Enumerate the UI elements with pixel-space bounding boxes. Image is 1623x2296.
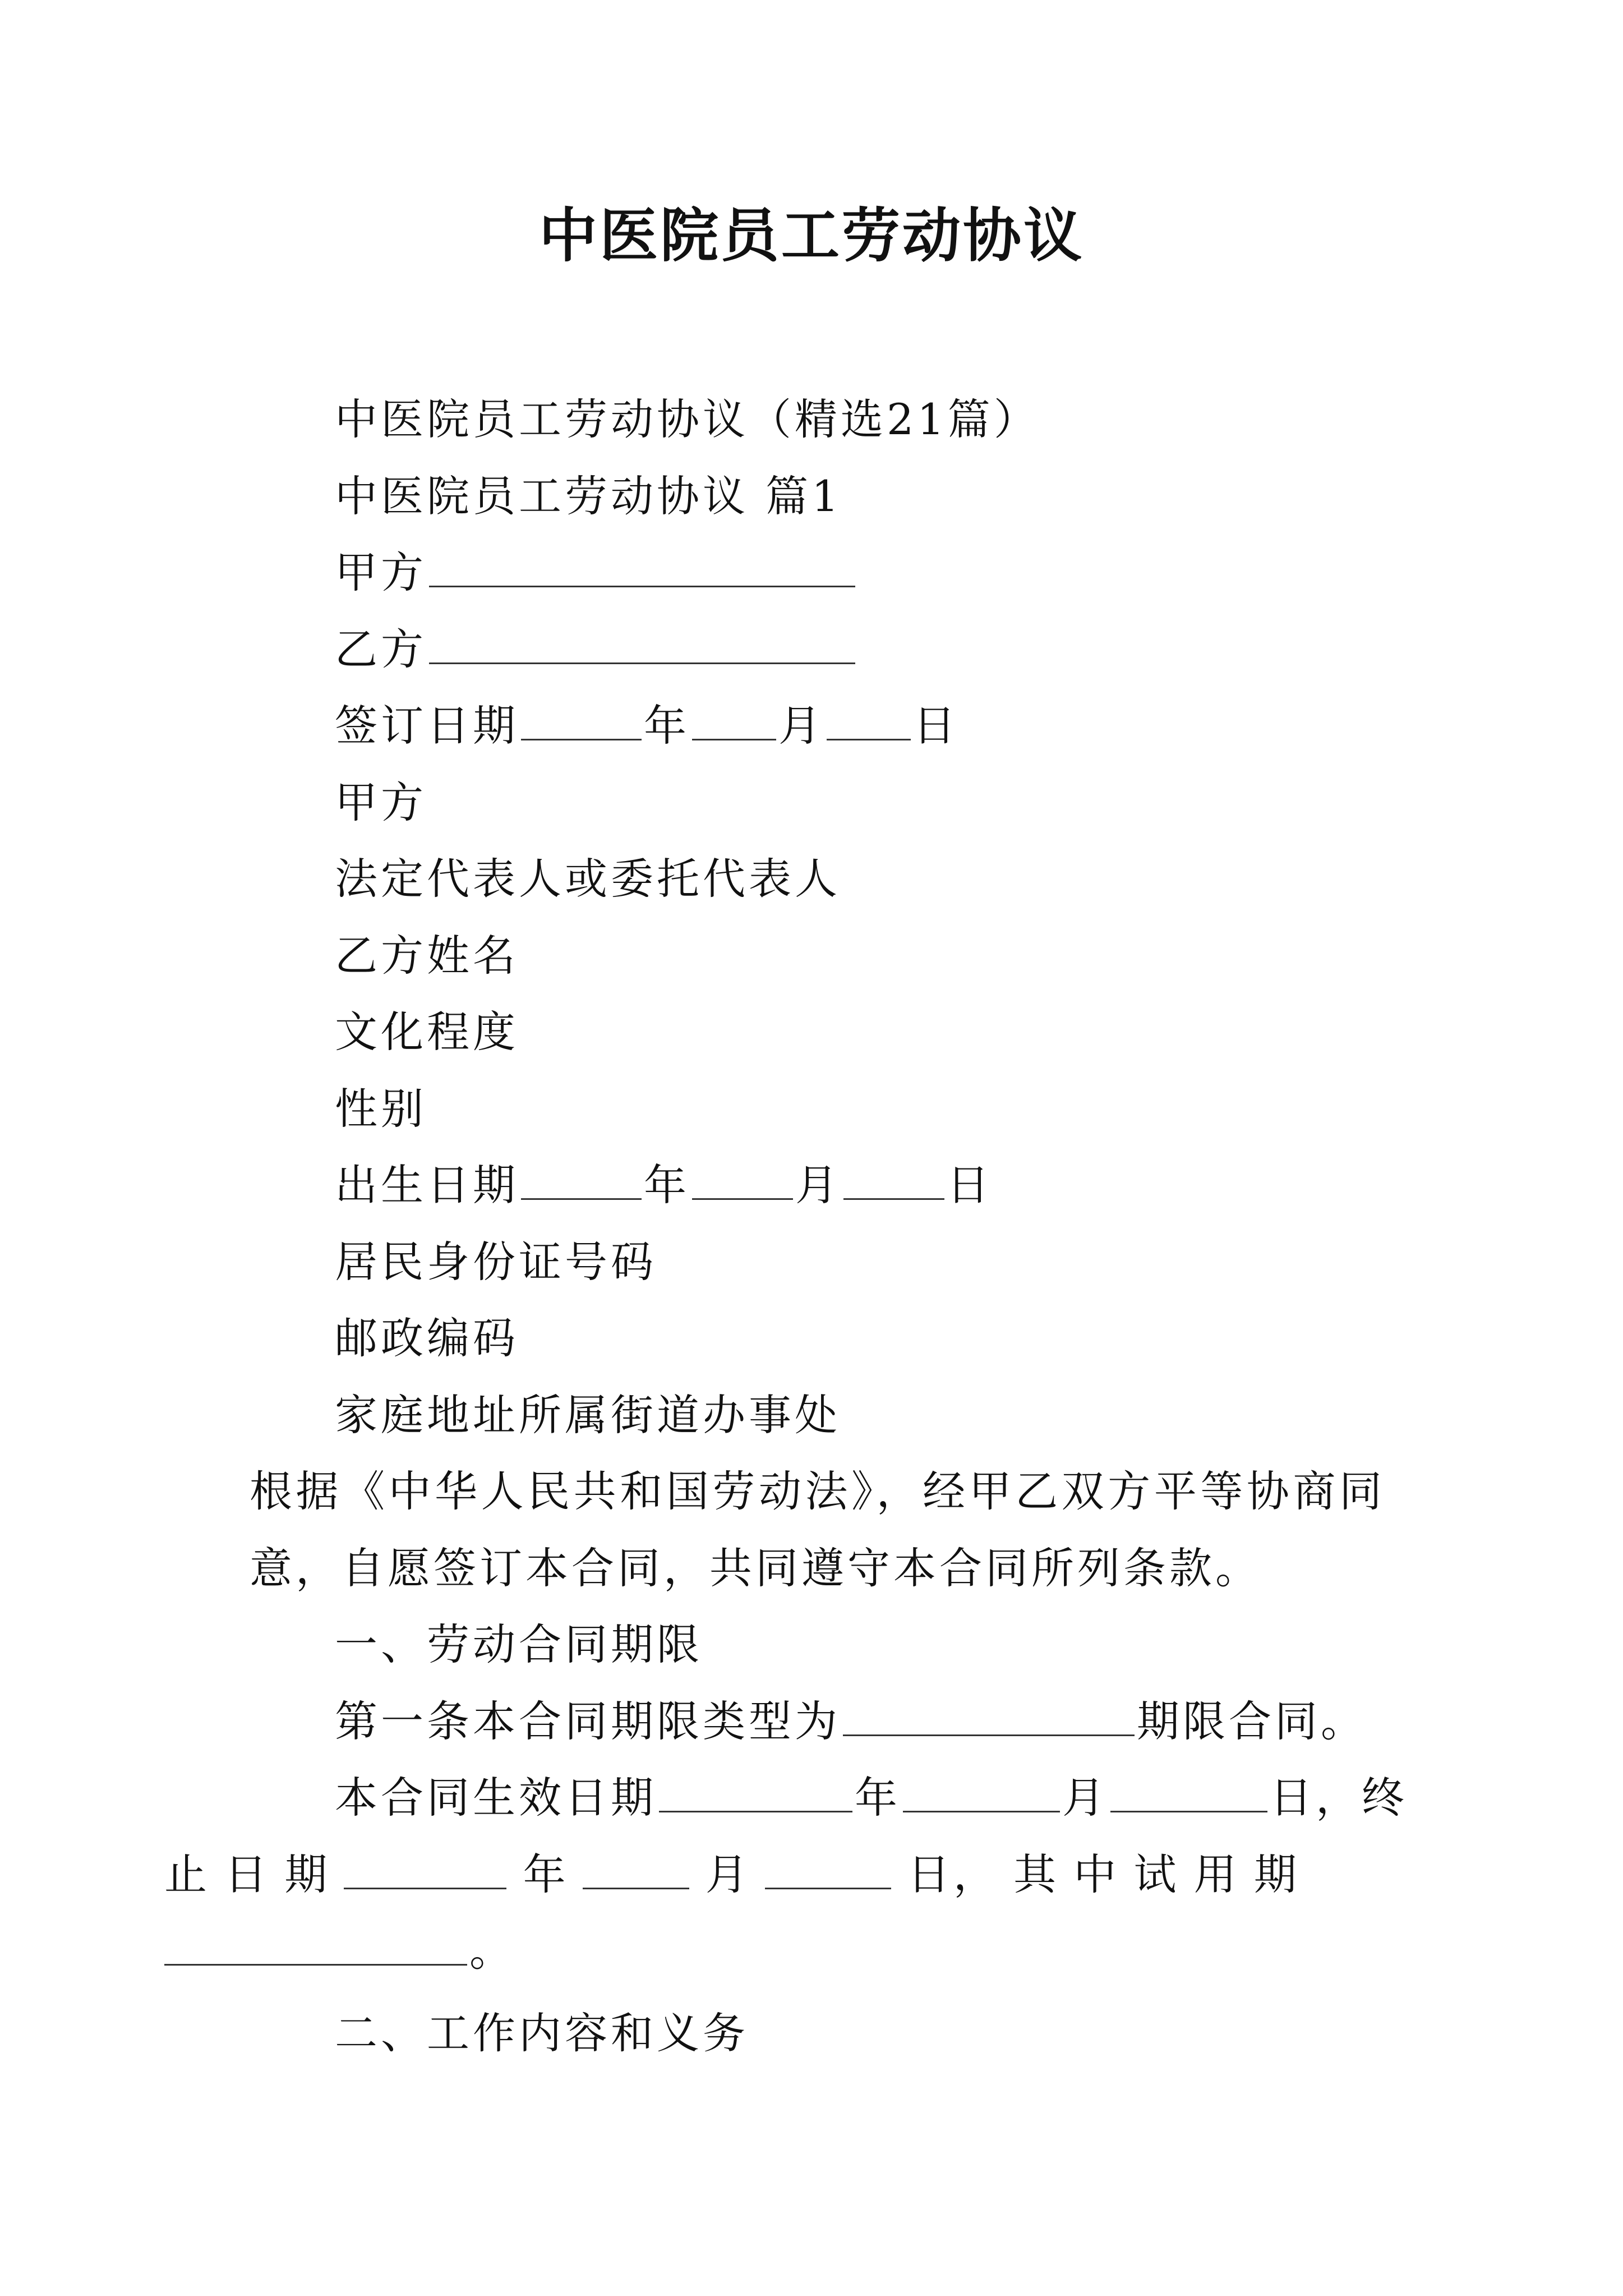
address-line: 家庭地址所属街道办事处 — [335, 1389, 841, 1440]
sign-year-blank — [521, 698, 642, 740]
probation-line — [164, 1913, 1385, 1990]
party-b-name-line: 乙方姓名 — [335, 930, 519, 981]
party-a-label: 甲方 — [335, 547, 427, 597]
section-2-heading: 二、工作内容和义务 — [335, 2008, 749, 2058]
word: 其 — [1013, 1849, 1060, 1899]
word: 月 — [705, 1849, 751, 1899]
word: 期 — [1253, 1849, 1300, 1899]
effective-date-line — [250, 1760, 1408, 1837]
legal-rep-line: 法定代表人或委托代表人 — [335, 854, 841, 904]
term-month-group — [706, 1837, 893, 1913]
termination-month-blank — [583, 1847, 689, 1889]
birth-day-blank — [843, 1158, 944, 1200]
birth-month-blank — [692, 1158, 793, 1200]
subtitle: 中医院员工劳动协议（精选21篇） — [335, 394, 1040, 444]
effective-date-label: 本合同生效日期 — [335, 1773, 657, 1823]
sign-date-label: 签订日期 — [335, 701, 519, 751]
document-body — [164, 381, 1408, 2072]
sign-day-label: 日 — [913, 701, 959, 751]
birth-month-label: 月 — [795, 1160, 841, 1210]
probation-end: 。 — [469, 1926, 515, 1976]
sign-month-label: 月 — [778, 701, 824, 751]
preamble-paragraph: 根据《中华人民共和国劳动法》，经甲乙双方平等协商同意，自愿签订本合同，共同遵守本合同所列条款。 — [250, 1466, 1385, 1593]
word: 日 — [224, 1849, 271, 1899]
sign-day-blank — [827, 698, 911, 740]
word: 用 — [1193, 1849, 1240, 1899]
sign-date-line — [250, 688, 1385, 765]
termination-date-line — [164, 1837, 1300, 1913]
effective-month-blank — [903, 1770, 1060, 1812]
document-title: 中医院员工劳动协议 — [538, 201, 1084, 270]
education-line: 文化程度 — [335, 1007, 519, 1057]
contract-type-blank — [843, 1694, 1135, 1736]
effective-year-blank — [659, 1770, 852, 1812]
party-b-line — [250, 611, 1385, 688]
probation-blank — [164, 1924, 467, 1966]
party-b-label: 乙方 — [335, 624, 427, 674]
termination-year-blank — [344, 1847, 506, 1889]
effective-day-blank — [1110, 1770, 1267, 1812]
word: 试 — [1133, 1849, 1180, 1899]
birth-date-label: 出生日期 — [335, 1160, 519, 1210]
article-1-text: 第一条本合同期限类型为 — [335, 1696, 841, 1746]
word: 日， — [907, 1849, 999, 1899]
term-label-group — [284, 1837, 509, 1913]
section-1-heading: 一、劳动合同期限 — [335, 1619, 703, 1669]
chapter-heading: 中医院员工劳动协议 篇1 — [335, 471, 842, 521]
term-year-group — [523, 1837, 691, 1913]
birth-day-label: 日 — [947, 1160, 993, 1210]
birth-year-label: 年 — [644, 1160, 690, 1210]
word: 止 — [164, 1849, 210, 1899]
postal-code-line: 邮政编码 — [335, 1313, 519, 1363]
effective-day-label: 日，终 — [1270, 1773, 1408, 1823]
effective-year-label: 年 — [855, 1773, 901, 1823]
termination-day-blank — [765, 1847, 891, 1889]
effective-month-label: 月 — [1062, 1773, 1108, 1823]
article-1-suffix: 期限合同。 — [1137, 1696, 1367, 1746]
party-a-heading: 甲方 — [335, 777, 427, 827]
party-b-blank — [429, 622, 855, 664]
party-a-blank — [429, 545, 855, 587]
gender-line: 性别 — [335, 1083, 427, 1134]
article-1-line — [250, 1683, 1385, 1760]
word: 年 — [523, 1849, 569, 1899]
sign-year-label: 年 — [644, 701, 690, 751]
birth-year-blank — [521, 1158, 642, 1200]
sign-month-blank — [692, 698, 776, 740]
word: 中 — [1073, 1849, 1120, 1899]
word: 期 — [284, 1849, 331, 1899]
birth-date-line — [250, 1147, 1385, 1224]
id-number-line: 居民身份证号码 — [335, 1236, 657, 1287]
party-a-line — [250, 535, 1385, 611]
